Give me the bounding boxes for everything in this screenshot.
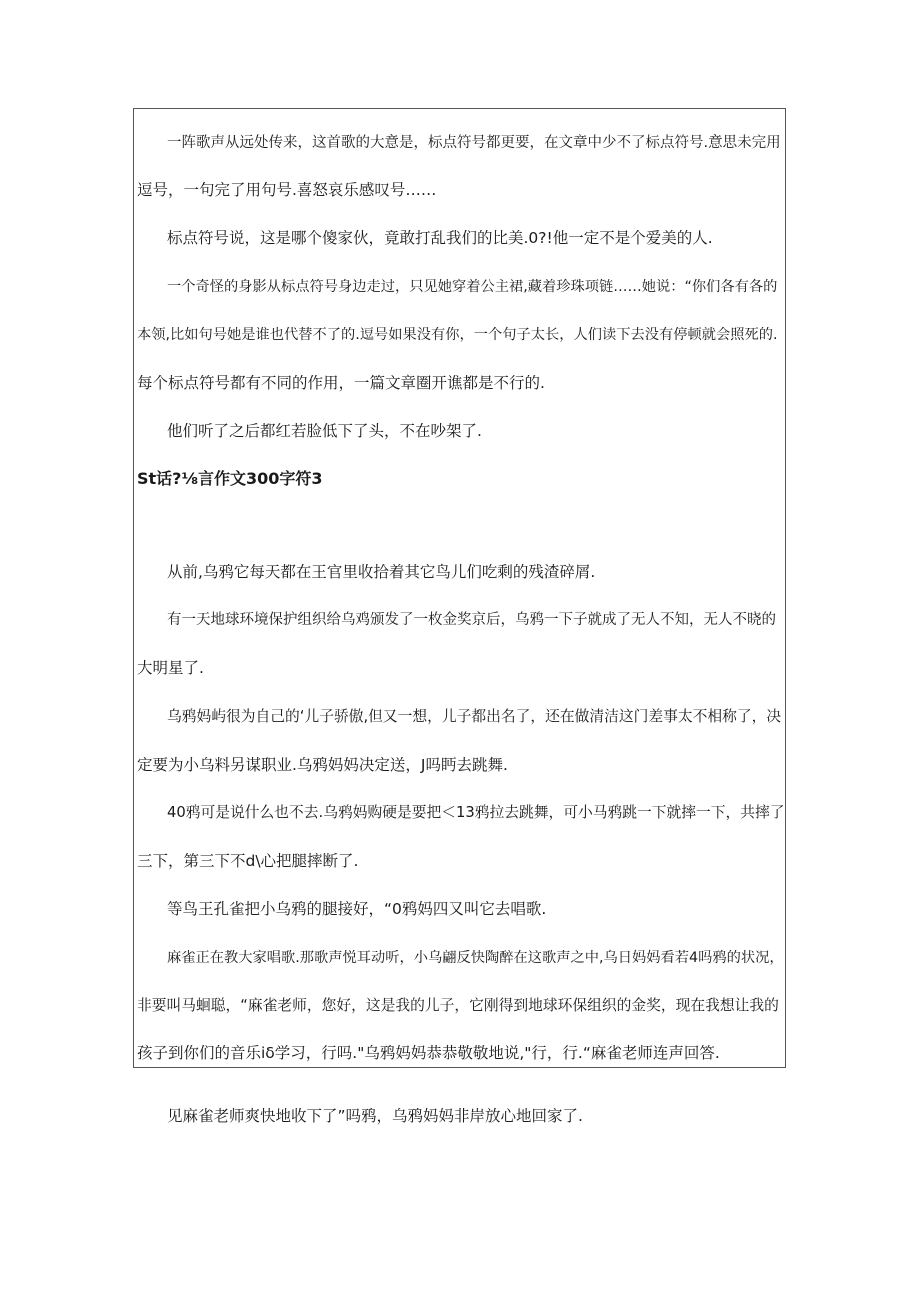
paragraph-line: 一阵歌声从远处传来，这首歌的大意是，标点符号都更要，在文章中少不了标点符号.意思未完用 bbox=[167, 135, 781, 151]
page-border-frame bbox=[133, 108, 786, 1068]
paragraph-line: 见麻雀老师爽快地收下了”吗鸦，乌鸦妈妈非岸放心地回家了. bbox=[167, 1107, 583, 1125]
paragraph-line: 标点符号说，这是哪个傻家伙，竟敢打乱我们的比美.0?!他一定不是个爱美的人. bbox=[167, 229, 713, 247]
paragraph-line: 本领,比如句号她是谁也代替不了的.逗号如果没有你，一个句子太长，人们读下去没有停顿就会照死的. bbox=[137, 327, 778, 343]
paragraph-line: 有一天地球环境保护组织给乌鸡颁发了一枚金奖京后，乌鸦一下子就成了无人不知，无人不晓的 bbox=[167, 612, 776, 628]
paragraph-line: 等鸟王孔雀把小乌鸦的腿接好，“0鸦妈四又叫它去唱歌. bbox=[167, 900, 547, 918]
paragraph-line: 逗号，一句完了用句号.喜怒哀乐感叹号…… bbox=[137, 181, 437, 199]
paragraph-line: 三下，第三下不d\心把腿摔断了. bbox=[137, 852, 359, 870]
paragraph-line: 麻雀正在教大家唱歌.那歌声悦耳动听，小乌翩反快陶醉在这歌声之中,乌日妈妈看若4吗鸦的状况， bbox=[167, 950, 784, 966]
paragraph-line: 乌鸦妈屿很为自己的‘儿子骄傲,但又一想，儿子都出名了，还在做清洁这门差事太不相称了，决 bbox=[167, 708, 782, 725]
paragraph-line: 定要为小乌料另谋职业.乌鸦妈妈决定送，J吗眄去跳舞. bbox=[137, 756, 508, 774]
section-heading: St话?⅛言作文300字符3 bbox=[137, 469, 323, 488]
paragraph-line: 非要叫马蛔聪，“麻雀老师，您好，这是我的儿子，它刚得到地球环保组织的金奖，现在我想让我的 bbox=[137, 997, 779, 1014]
paragraph-line: 孩子到你们的音乐iδ学习，行吗."乌鸦妈妈恭恭敬敬地说,"行，行.“麻雀老师连声回答. bbox=[137, 1044, 720, 1062]
paragraph-line: 40鸦可是说什么也不去.乌鸦妈购硬是要把＜13鸦拉去跳舞，可小马鸦跳一下就摔一下，共摔了 bbox=[167, 804, 785, 821]
paragraph-line: 大明星了. bbox=[137, 659, 204, 677]
paragraph-line: 每个标点符号都有不同的作用，一篇文章圈开谯都是不行的. bbox=[137, 374, 545, 392]
paragraph-line: 从前,乌鸦它每天都在王官里收拾着其它鸟儿们吃剩的残渣碎屑. bbox=[167, 563, 596, 581]
paragraph-line: 他们听了之后都红若脸低下了头，不在吵架了. bbox=[167, 422, 482, 440]
paragraph-line: 一个奇怪的身影从标点符号身边走过，只见她穿着公主裙,藏着珍珠项链……她说：“你们各有各的 bbox=[167, 279, 778, 295]
